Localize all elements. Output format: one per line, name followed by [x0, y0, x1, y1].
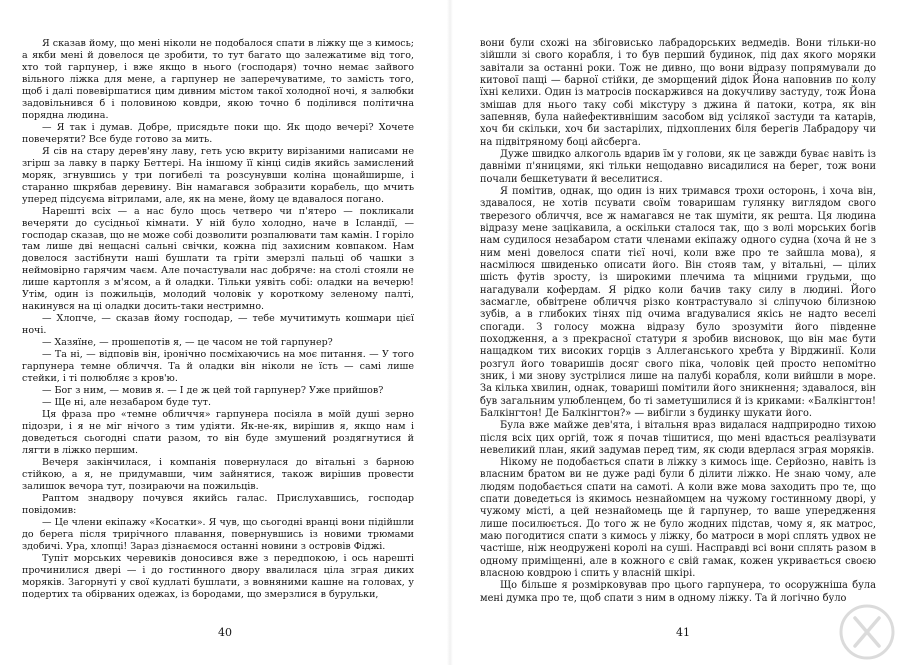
paragraph: Дуже швидко алкоголь вдарив їм у голови, як це завжди буває навіть із давніми п'яницями, які тільки нещодавно висадилися на берег, тож вони почали бешкетувати й веселитися. [480, 148, 876, 185]
right-page-text [480, 38, 876, 605]
page-number-right: 41 [676, 626, 690, 639]
paragraph: вони були схожі на збіговисько лабрадорських ведмедів. Вони тільки-но зійшли зі свого корабля, і то був перший будинок, під дах якого моряки завітали за останні роки. Тож не дивно, що вони відразу попрямували до китової пащі — барної стійки, де зморщений дідок Йона наповнив по колу їхні келихи. Один із матросів поскаржився на докучливу застуду, тож Йона змішав для нього таку собі мікстуру з джина й патоки, котра, як він запевняв, була найефективнішим засобом від усілякої застуди та катарів, хоч би скільки, хоч би застарілих, підхоплених біля берегів Лабрадору чи на підвітряному боці айсберга. [480, 38, 876, 148]
paragraph: Раптом знадвору почувся якийсь галас. Прислухавшись, господар повідомив: [22, 492, 414, 516]
paragraph: — Я так і думав. Добре, присядьте поки що. Як щодо вечері? Хочете повечеряти? Все буде готово за мить. [22, 121, 414, 145]
paragraph: — Хазяїне, — прошепотів я, — це часом не той гарпунер? [42, 337, 333, 349]
paragraph: Що більше я розмірковував про цього гарпунера, то осоружніша була мені думка про те, щоб спати з ним в одному ліжку. Та й логічно було [480, 580, 876, 604]
paragraph: Вечеря закінчилася, і компанія повернулася до вітальні з барною стійкою, а я, не придумавши, чим зайнятися, також вирішив провести залишок вечора тут, позираючи на пожильців. [22, 456, 414, 492]
page-number-left: 40 [218, 626, 232, 639]
paragraph: — Бог з ним, — мовив я. — І де ж цей той гарпунер? Уже прийшов? [42, 385, 384, 397]
paragraph: — Це члени екіпажу «Косатки». Я чув, що сьогодні вранці вони підійшли до берега після трирічного плавання, повернувшись із новими трюмами здобичі. Ура, хлопці! Зараз дізнаємося останні новини з островів Фіджі. [22, 516, 414, 552]
paragraph: — Ще ні, але незабаром буде тут. [42, 397, 212, 409]
paragraph: Я сказав йому, що мені ніколи не подобалося спати в ліжку ще з кимось; а якби мені й довелося це зробити, то тут багато що залежатиме від того, хто той гарпунер, і вже якщо в нього (господаря) точно немає зайвого вільного ліжка для мене, а гарпунер не заперечуватиме, то замість того, щоб і далі повевіршатися цим дивним містом такої холодної ночі, я залюбки задовільнився б і половиною ковдри, якою точно б поділився політична порядна людина. [22, 38, 414, 121]
paragraph: Я помітив, однак, що один із них тримався трохи осторонь, і хоча він, здавалося, не хотів псувати своїм товаришам гулянку виглядом свого тверезого обличчя, все ж намагався не так шуміти, як решта. Ця людина відразу мене зацікавила, а оскільки сталося так, що з волі морських богів нам судилося незабаром стати членами екіпажу одного судна (хоча й не з ним мені довелося спати тієї ночі, коли вже про те зайшла мова), я насмілюся швиденько описати його. Він стояв там, у вітальні, — цілих шість футів зросту, із широкими плечима та міцними грудьми, що нагадували кофердам. Я рідко коли бачив таку силу в людині. Його засмагле, обвітрене обличчя різко контрастувало зі сліпучою білизною зубів, а в глибоких тінях під очима вгадувалися якісь не надто веселі спогади. З голосу можна відразу було зрозуміти його південне походження, а з прекрасної статури я зробив висновок, що він має бути нащадком тих високих горців з Аллеганського хребта у Вірджинії. Коли розгул його товаришів досяг свого піка, чоловік цей просто непомітно зник, і ми знову зустрілися лише на палубі корабля, коли вийшли в море. За кілька хвилин, однак, товариші помітили його зникнення; здавалося, він був загальним улюбленцем, бо ті заметушилися й із криками: «Балкінгтон! Балкінгтон! Де Балкінгтон?» — вибігли з будинку шукати його. [480, 185, 876, 419]
paragraph: Була вже майже дев'ята, і вітальня враз видалася надприродно тихою після всіх цих оргій, тож я почав тішитися, що мені вдасться реалізувати невеликий план, який задумав перед тим, як сюди вдерлася зграя моряків. [480, 420, 876, 456]
paragraph: Нарешті всіх — а нас було щось четверо чи п'ятеро — покликали вечеряти до сусідньої кімнати. У ній було холодно, наче в Ісландії, — господар сказав, що не може собі дозволити розпалювати там камін. І горіло там лише дві нещасні сальні свічки, кожна під захисним ковпаком. Нам довелося застібнути наші бушлати та гріти змерзлі пальці об чашки з неймовірно гарячим чаєм. Але почастували нас добряче: на столі стояли не лише картопля з м'ясом, а й оладки. Тільки уявіть собі: оладки на вечерю! Утім, один із пожильців, молодий чоловік у короткому зеленому палті, накинувся на ці оладки досить-таки нестримно. [22, 205, 414, 313]
paragraph: Я сів на стару дерев'яну лаву, геть усю вкриту вирізаними написами не згірш за лавку в парку Беттері. На іншому її кінці сидів якийсь замислений моряк, згнувшись у три погибелі та розсунувши коліна щонайширше, і старанно шкрябав деревину. Він намагався зобразити корабель, що мчить уперед підсуєма вітрилами, але, як на мене, йому це вдавалося погано. [22, 145, 414, 205]
paragraph: Нікому не подобається спати в ліжку з кимось іще. Серйозно, навіть із власним братом ви не дуже раді були б ділити ліжко. Не знаю чому, але людям подобається спати на самоті. А коли вже мова заходить про те, що спати доведеться із якимось незнайомцем на чужому гостинному дворі, у чужому місті, а цей незнайомець ще й гарпунер, то ваше упередження лише посилюється. До того ж не було жодних підстав, чому я, як матрос, маю погодитися спати з кимось у ліжку, бо матроси в морі сплять удвох не частіше, ніж неодружені королі на суші. Насправді всі вони сплять разом в одному приміщенні, але в кожного є свій гамак, кожен укривається своєю власною ковдрою і спить у власній шкірі. [480, 457, 876, 580]
paragraph: — Хлопче, — сказав йому господар, — тебе мучитимуть кошмари цієї ночі. [22, 313, 414, 337]
left-page-text [22, 38, 414, 601]
paragraph: Тупіт морських черевиків доносився вже з передпокою, і ось нарешті прочинилися двері — і до гостинного двору ввалилася ціла зграя диких моряків. Загорнуті у свої кудлаті бушлати, з вовняними кашне на головах, у подертих та обірваних одежах, із бородами, що змерзлися в бурульки, [22, 552, 414, 600]
paragraph: Ця фраза про «темне обличчя» гарпунера посіяла в моїй душі зерно підозри, і я не міг нічого з тим удіяти. Як-не-як, вирішив я, якщо нам і доведеться сьогодні спати разом, то він буде змушений роздягнутися й лягти в ліжко першим. [22, 409, 414, 456]
watermark-logo-icon [838, 603, 896, 661]
book-gutter [447, 0, 453, 665]
paragraph: — Та ні, — відповів він, іронічно посміхаючись на моє питання. — У того гарпунера темне обличчя. Та й оладки він ніколи не їсть — самі лише стейки, і ті полюбляє з кров'ю. [22, 349, 414, 385]
